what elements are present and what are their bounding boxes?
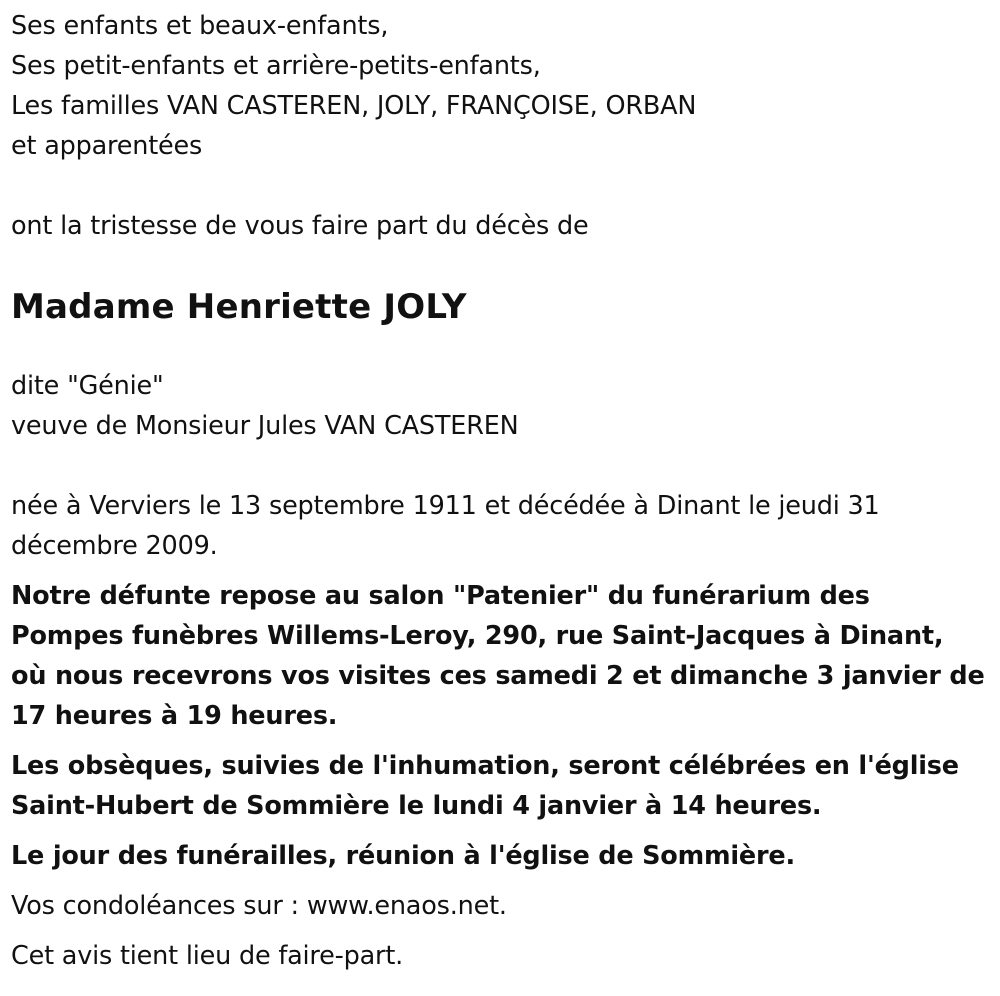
- spacer: [11, 166, 986, 206]
- obituary-notice: [11, 6, 986, 976]
- deceased-name: Madame Henriette JOLY: [11, 287, 467, 327]
- spacer: [11, 876, 986, 886]
- spacer: [11, 566, 986, 576]
- visitation-text: Notre défunte repose au salon "Patenier" du funérarium des Pompes funèbres Willems-Leroy, 290, rue Saint-Jacques à Dinant, où nous recevrons vos visites ces samedi 2 et dimanche 3 janvier de 17 heures à 19 heures.: [11, 581, 985, 731]
- notice-text: Cet avis tient lieu de faire-part.: [11, 941, 404, 971]
- announcement-text: ont la tristesse de vous faire part du décès de: [11, 211, 589, 241]
- spacer: [11, 446, 986, 486]
- widow-of-text: veuve de Monsieur Jules VAN CASTEREN: [11, 411, 519, 441]
- spacer: [11, 826, 986, 836]
- spacer: [11, 330, 986, 366]
- alias-text: dite "Génie": [11, 371, 164, 401]
- funeral-text: Les obsèques, suivies de l'inhumation, seront célébrées en l'église Saint-Hubert de Sommière le lundi 4 janvier à 14 heures.: [11, 751, 959, 821]
- family-line-3: Les familles VAN CASTEREN, JOLY, FRANÇOISE, ORBAN: [11, 91, 697, 121]
- meeting-text: Le jour des funérailles, réunion à l'église de Sommière.: [11, 841, 795, 871]
- family-line-4: et apparentées: [11, 131, 203, 161]
- condolences-text: Vos condoléances sur : www.enaos.net.: [11, 891, 507, 921]
- birth-death-text: née à Verviers le 13 septembre 1911 et décédée à Dinant le jeudi 31 décembre 2009.: [11, 491, 880, 561]
- family-line-2: Ses petit-enfants et arrière-petits-enfants,: [11, 51, 541, 81]
- spacer: [11, 246, 986, 284]
- spacer: [11, 736, 986, 746]
- family-line-1: Ses enfants et beaux-enfants,: [11, 11, 389, 41]
- spacer: [11, 926, 986, 936]
